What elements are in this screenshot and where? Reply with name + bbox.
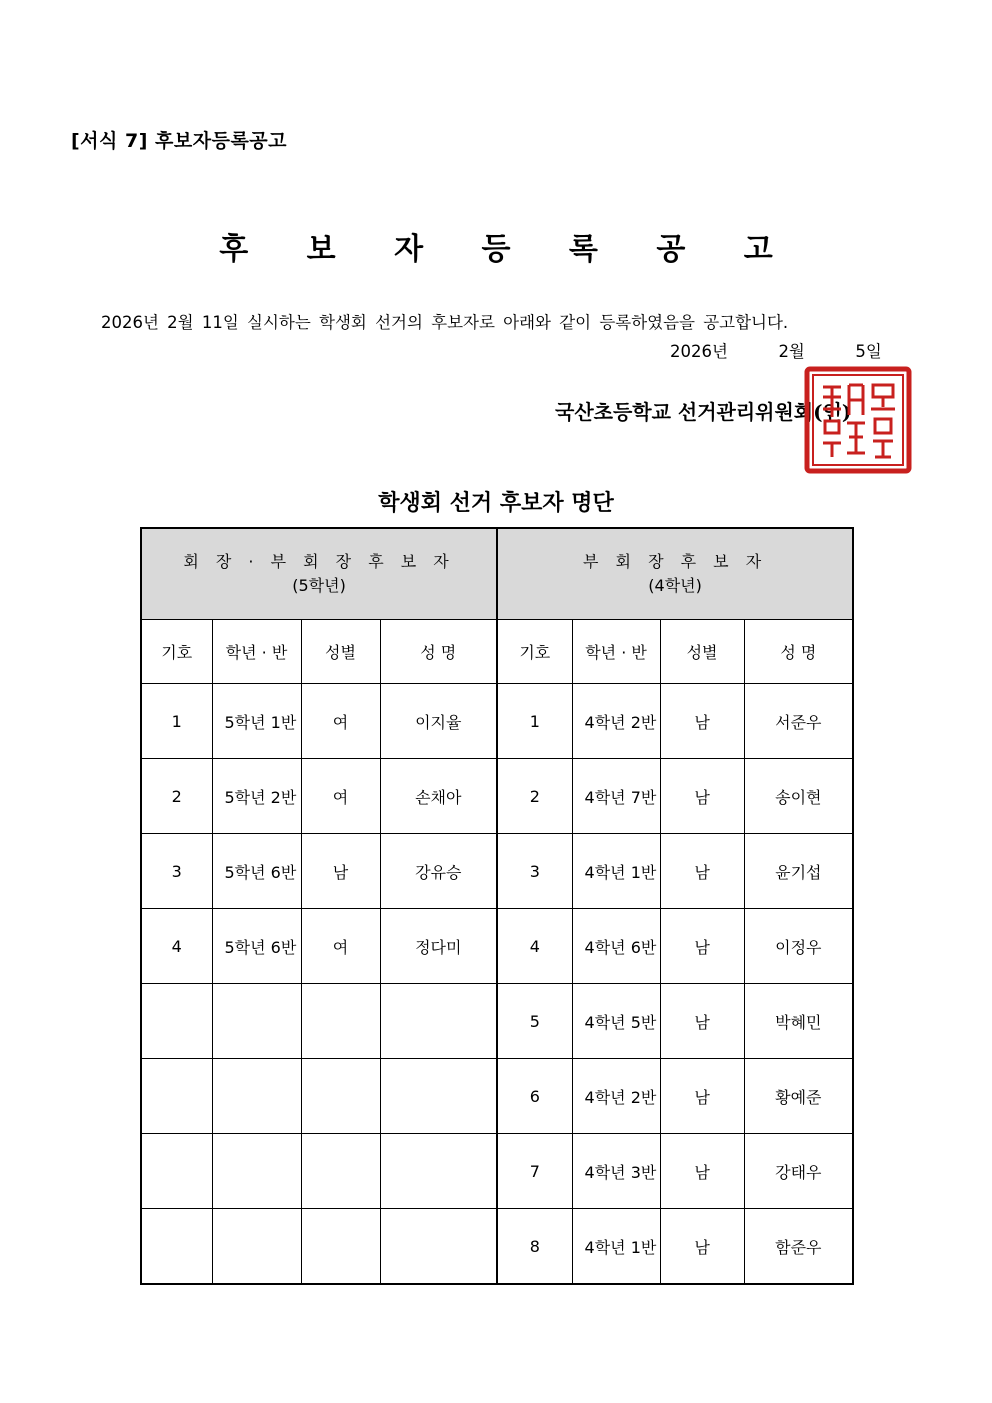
column-header: 성별	[301, 620, 380, 684]
table-cell: 여	[301, 759, 380, 834]
table-row	[141, 684, 853, 759]
table-cell: 정다미	[380, 909, 497, 984]
table-cell: 3	[141, 834, 212, 909]
group-header-row	[141, 528, 853, 620]
table-cell: 4학년 2반	[572, 1059, 660, 1134]
table-cell: 4	[141, 909, 212, 984]
table-cell: 6	[497, 1059, 572, 1134]
table-cell: 5학년 1반	[212, 684, 301, 759]
table-cell: 5	[497, 984, 572, 1059]
table-cell: 윤기섭	[744, 834, 853, 909]
table-cell: 5학년 2반	[212, 759, 301, 834]
table-cell: 4학년 6반	[572, 909, 660, 984]
table-cell	[380, 1059, 497, 1134]
table-cell: 손채아	[380, 759, 497, 834]
column-header: 학년 · 반	[212, 620, 301, 684]
table-cell: 남	[660, 1134, 744, 1209]
table-cell: 4학년 3반	[572, 1134, 660, 1209]
committee-name: 국산초등학교 선거관리위원회(인)	[555, 400, 852, 424]
table-cell	[301, 984, 380, 1059]
column-header: 기호	[497, 620, 572, 684]
announcement-text: 2026년 2월 11일 실시하는 학생회 선거의 후보자로 아래와 같이 등록하였음을 공고합니다.	[101, 313, 789, 332]
table-cell	[380, 984, 497, 1059]
table-cell	[141, 984, 212, 1059]
table-cell: 남	[660, 984, 744, 1059]
table-cell: 4	[497, 909, 572, 984]
group-title: 부 회 장 후 보 자	[582, 552, 768, 571]
table-cell	[141, 1059, 212, 1134]
table-cell	[212, 984, 301, 1059]
column-header: 성별	[660, 620, 744, 684]
vice-president-group-header	[497, 528, 853, 620]
column-header: 기호	[141, 620, 212, 684]
form-label: [서식 7] 후보자등록공고	[71, 130, 288, 152]
table-cell: 송이현	[744, 759, 853, 834]
column-header: 학년 · 반	[572, 620, 660, 684]
table-row	[141, 1209, 853, 1285]
table-cell	[141, 1134, 212, 1209]
group-subtitle: (4학년)	[648, 576, 702, 595]
table-cell: 4학년 1반	[572, 1209, 660, 1285]
table-cell: 남	[660, 834, 744, 909]
table-cell: 강태우	[744, 1134, 853, 1209]
date-day: 5일	[855, 342, 882, 361]
table-cell: 남	[660, 759, 744, 834]
table-cell	[301, 1209, 380, 1285]
table-row	[141, 1059, 853, 1134]
table-cell: 5학년 6반	[212, 909, 301, 984]
table-cell	[212, 1059, 301, 1134]
table-cell: 남	[660, 684, 744, 759]
official-seal-icon	[803, 365, 913, 475]
table-cell	[301, 1059, 380, 1134]
group-title: 회 장 · 부 회 장 후 보 자	[183, 552, 455, 571]
table-cell: 4학년 1반	[572, 834, 660, 909]
table-cell: 박혜민	[744, 984, 853, 1059]
date-year: 2026년	[670, 342, 728, 361]
table-cell: 남	[301, 834, 380, 909]
document-title: 후 보 자 등 록 공 고	[219, 232, 797, 267]
table-row	[141, 909, 853, 984]
table-cell	[380, 1209, 497, 1285]
table-cell: 4학년 7반	[572, 759, 660, 834]
group-subtitle: (5학년)	[292, 576, 346, 595]
table-cell: 여	[301, 684, 380, 759]
table-cell: 1	[141, 684, 212, 759]
table-cell: 4학년 2반	[572, 684, 660, 759]
table-cell: 남	[660, 1209, 744, 1285]
president-group-header	[141, 528, 497, 620]
table-row	[141, 1134, 853, 1209]
table-cell: 4학년 5반	[572, 984, 660, 1059]
column-header: 성 명	[380, 620, 497, 684]
table-cell: 8	[497, 1209, 572, 1285]
announcement-date	[670, 338, 882, 362]
date-month: 2월	[778, 342, 805, 361]
table-row	[141, 984, 853, 1059]
table-cell: 함준우	[744, 1209, 853, 1285]
table-cell: 남	[660, 1059, 744, 1134]
table-row	[141, 759, 853, 834]
candidate-table	[140, 527, 854, 1285]
table-cell	[212, 1134, 301, 1209]
table-cell: 5학년 6반	[212, 834, 301, 909]
table-cell: 이지율	[380, 684, 497, 759]
table-cell: 여	[301, 909, 380, 984]
table-cell: 2	[497, 759, 572, 834]
table-cell: 7	[497, 1134, 572, 1209]
table-cell	[301, 1134, 380, 1209]
table-cell	[212, 1209, 301, 1285]
table-cell: 황예준	[744, 1059, 853, 1134]
candidate-list-title: 학생회 선거 후보자 명단	[378, 490, 614, 516]
column-header-row	[141, 620, 853, 684]
table-cell	[141, 1209, 212, 1285]
table-cell: 서준우	[744, 684, 853, 759]
column-header: 성 명	[744, 620, 853, 684]
table-cell: 3	[497, 834, 572, 909]
table-cell: 이정우	[744, 909, 853, 984]
table-cell	[380, 1134, 497, 1209]
table-cell: 1	[497, 684, 572, 759]
table-cell: 2	[141, 759, 212, 834]
table-cell: 강유승	[380, 834, 497, 909]
table-row	[141, 834, 853, 909]
table-cell: 남	[660, 909, 744, 984]
